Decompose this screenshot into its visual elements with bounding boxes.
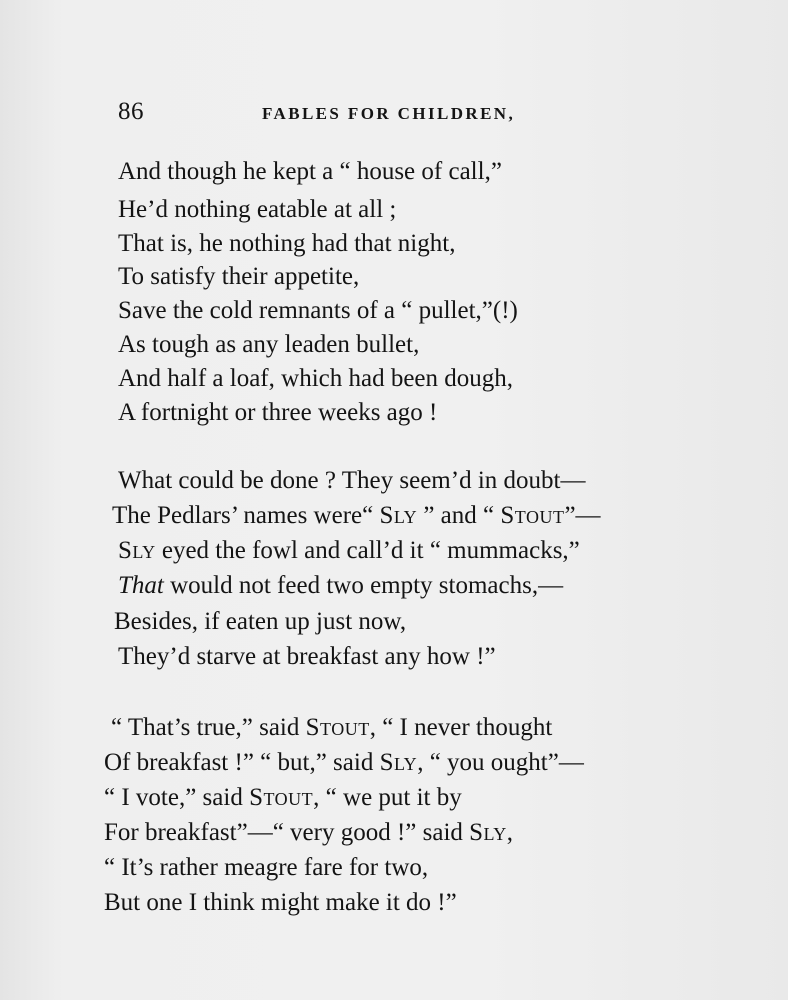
verse-line — [118, 571, 563, 601]
verse-text: would not feed two empty stomachs,— — [163, 572, 564, 599]
verse-line: He’d nothing eatable at all ; — [118, 196, 397, 223]
running-title: FABLES FOR CHILDREN, — [262, 104, 516, 123]
verse-line: Save the cold remnants of a “ pullet,”(!) — [118, 297, 518, 324]
verse-text: eyed the fowl and call’d it “ mummacks,” — [155, 537, 580, 564]
verse-line: They’d starve at breakfast any how !” — [118, 643, 496, 670]
character-name-sly: Sly — [469, 819, 507, 846]
verse-line: “ It’s rather meagre fare for two, — [104, 854, 429, 881]
verse-line — [111, 713, 552, 743]
verse-text: ” and “ — [417, 502, 501, 529]
page-number: 86 — [118, 98, 144, 125]
verse-text: , “ I never thought — [369, 714, 553, 741]
verse-line: Besides, if eaten up just now, — [114, 608, 407, 635]
verse-text: , “ you ought”— — [417, 749, 584, 776]
character-name-stout: Stout — [249, 784, 314, 811]
verse-line — [104, 783, 462, 813]
verse-line: As tough as any leaden bullet, — [118, 331, 420, 358]
verse-text: For breakfast”—“ very good !” said — [104, 819, 470, 846]
verse-text: The Pedlars’ names were“ — [112, 502, 380, 529]
verse-line: And though he kept a “ house of call,” — [118, 158, 502, 185]
verse-line: That is, he nothing had that night, — [118, 230, 456, 257]
verse-text: ”— — [564, 502, 601, 529]
character-name-stout: Stout — [305, 714, 370, 741]
verse-text: Of breakfast !” “ but,” said — [104, 749, 380, 776]
character-name-stout: Stout — [500, 502, 565, 529]
verse-line: What could be done ? They seem’d in doubt— — [118, 467, 586, 494]
character-name-sly: Sly — [379, 502, 418, 529]
page-header — [0, 98, 788, 138]
verse-line — [104, 818, 513, 848]
verse-text: “ That’s true,” said — [111, 714, 306, 741]
character-name-sly: Sly — [379, 749, 418, 776]
verse-line: To satisfy their appetite, — [118, 263, 360, 290]
verse-line — [118, 536, 580, 566]
verse-text: , “ we put it by — [313, 784, 462, 811]
verse-line — [112, 501, 601, 531]
emphasis-that: That — [118, 572, 164, 599]
verse-line: A fortnight or three weeks ago ! — [118, 399, 438, 426]
verse-line: And half a loaf, which had been dough, — [118, 365, 514, 392]
verse-line: But one I think might make it do !” — [104, 889, 457, 916]
verse-text: , — [506, 819, 514, 846]
character-name-sly: Sly — [118, 537, 156, 564]
verse-text: “ I vote,” said — [104, 784, 250, 811]
verse-line — [104, 748, 584, 778]
